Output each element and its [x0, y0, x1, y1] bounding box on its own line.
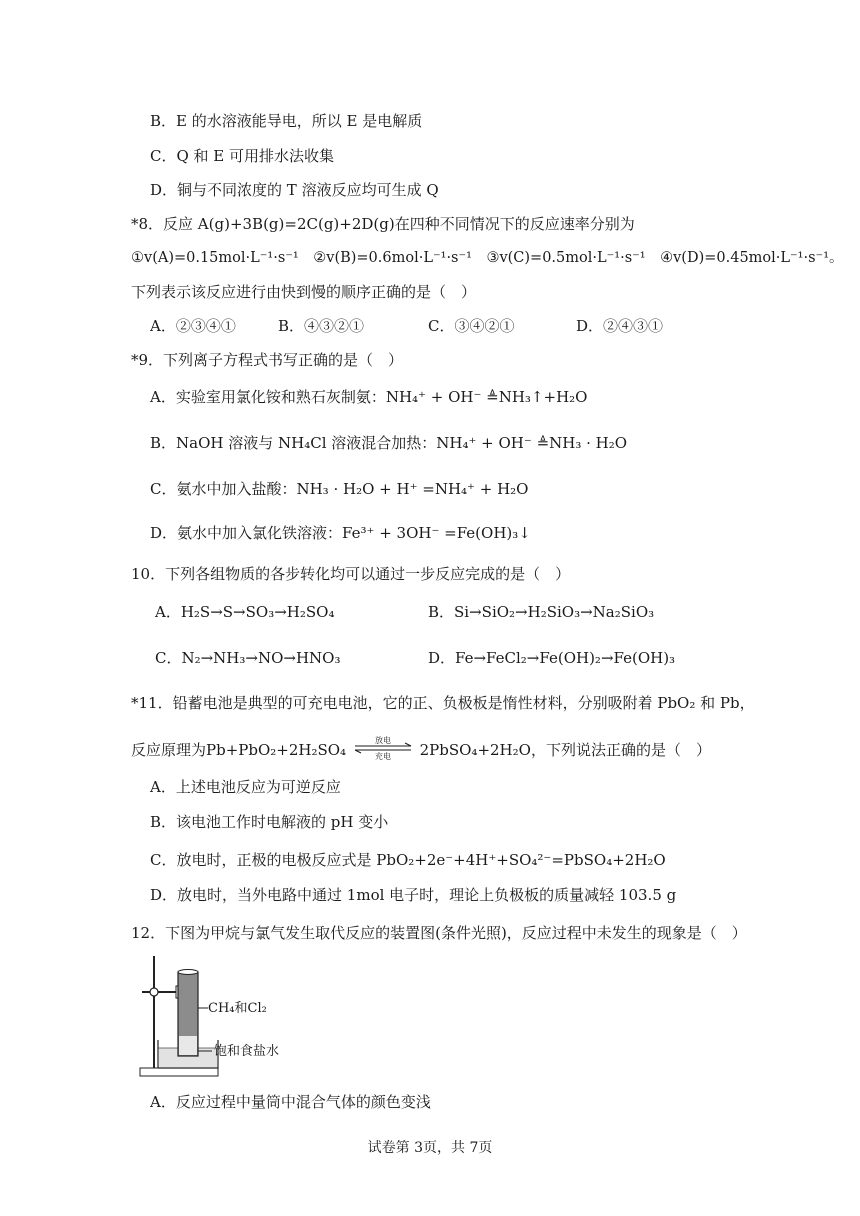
q12-stem: 12．下图为甲烷与氯气发生取代反应的装置图(条件光照)，反应过程中未发生的现象是（ ） — [131, 924, 747, 942]
q8-option-c: C．③④②① — [428, 317, 515, 335]
q7-option-d: D．铜与不同浓度的 T 溶液反应均可生成 Q — [150, 181, 439, 199]
q11-reaction-right: 2PbSO₄+2H₂O，下列说法正确的是（ ） — [419, 741, 711, 759]
q9-stem: *9．下列离子方程式书写正确的是（ ） — [131, 351, 404, 369]
q8-rates: ①v(A)=0.15mol·L⁻¹·s⁻¹ ②v(B)=0.6mol·L⁻¹·s⁻¹ ③v(C)=0.5mol·L⁻¹·s⁻¹ ④v(D)=0.45mol·L⁻¹·s⁻¹。 — [131, 250, 844, 266]
q11-option-d: D．放电时，当外电路中通过 1mol 电子时，理论上负极板的质量减轻 103.5 g — [150, 886, 677, 904]
q10-option-d: D．Fe→FeCl₂→Fe(OH)₂→Fe(OH)₃ — [428, 649, 676, 667]
arrow-bottom-label: 充电 — [374, 752, 391, 761]
q9-option-c: C．氨水中加入盐酸：NH₃ · H₂O + H⁺ =NH₄⁺ + H₂O — [150, 480, 529, 498]
q8-question: 下列表示该反应进行由快到慢的顺序正确的是（ ） — [131, 283, 477, 301]
gas-label: CH₄和Cl₂ — [208, 1001, 267, 1016]
q12-option-a: A．反应过程中量筒中混合气体的颜色变浅 — [150, 1093, 431, 1111]
q8-option-b: B．④③②① — [278, 317, 365, 335]
q9-option-a: A．实验室用氯化铵和熟石灰制氨：NH₄⁺ + OH⁻ ≜NH₃↑+H₂O — [150, 388, 588, 406]
q11-option-b: B．该电池工作时电解液的 pH 变小 — [150, 813, 389, 831]
q10-option-c: C．N₂→NH₃→NO→HNO₃ — [155, 649, 341, 667]
reversible-arrow-icon — [351, 735, 415, 767]
q8-option-a: A．②③④① — [150, 317, 236, 335]
page-footer: 试卷第 3页，共 7页 — [367, 1140, 493, 1156]
q7-option-b: B．E 的水溶液能导电，所以 E 是电解质 — [150, 112, 423, 130]
q10-option-a: A．H₂S→S→SO₃→H₂SO₄ — [155, 603, 335, 621]
q9-option-b: B．NaOH 溶液与 NH₄Cl 溶液混合加热：NH₄⁺ + OH⁻ ≜NH₃ · H₂O — [150, 434, 628, 452]
q11-reaction-left: 反应原理为Pb+PbO₂+2H₂SO₄ — [131, 741, 347, 759]
q9-option-d: D．氨水中加入氯化铁溶液：Fe³⁺ + 3OH⁻ =Fe(OH)₃↓ — [150, 524, 531, 542]
apparatus-diagram — [138, 950, 338, 1080]
q8-stem: *8．反应 A(g)+3B(g)=2C(g)+2D(g)在四种不同情况下的反应速率分别为 — [131, 215, 635, 233]
liquid-label: 饱和食盐水 — [214, 1044, 280, 1059]
q11-option-c: C．放电时，正极的电极反应式是 PbO₂+2e⁻+4H⁺+SO₄²⁻=PbSO₄+2H₂O — [150, 851, 666, 869]
q11-option-a: A．上述电池反应为可逆反应 — [150, 778, 341, 796]
arrow-top-label: 放电 — [374, 736, 391, 745]
q7-option-c: C．Q 和 E 可用排水法收集 — [150, 147, 335, 165]
q11-reaction — [131, 735, 711, 767]
q10-stem: 10．下列各组物质的各步转化均可以通过一步反应完成的是（ ） — [131, 565, 571, 583]
q8-option-d: D．②④③① — [576, 317, 664, 335]
q11-stem: *11．铅蓄电池是典型的可充电电池，它的正、负极板是惰性材料，分别吸附着 PbO₂ 和 Pb， — [131, 694, 755, 712]
q8-options — [150, 315, 663, 337]
q10-option-b: B．Si→SiO₂→H₂SiO₃→Na₂SiO₃ — [428, 603, 655, 621]
